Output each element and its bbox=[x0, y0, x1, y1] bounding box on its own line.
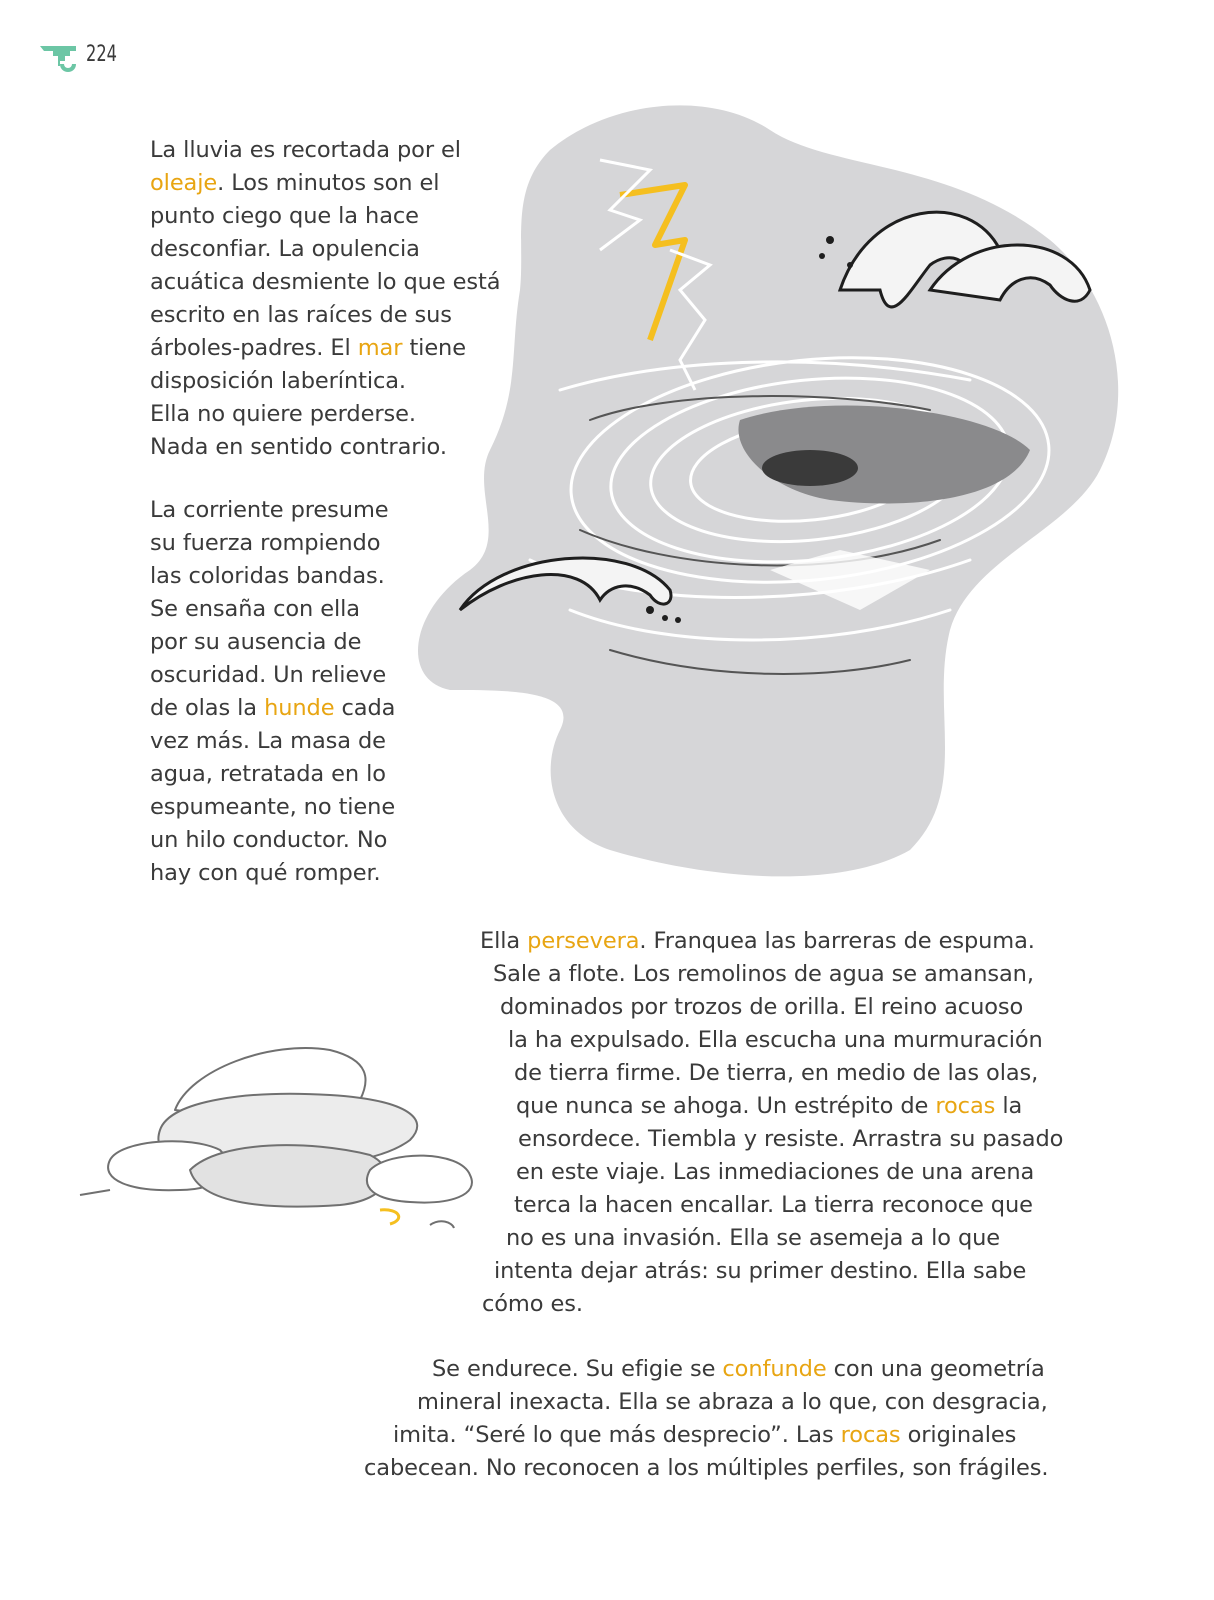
text-line bbox=[432, 1353, 1045, 1386]
text-segment: Nada en sentido contrario. bbox=[150, 434, 447, 460]
text-line bbox=[150, 365, 500, 398]
text-line bbox=[150, 527, 395, 560]
text-line bbox=[508, 1024, 1043, 1057]
text-segment: Se ensaña con ella bbox=[150, 596, 360, 622]
text-segment: desconfiar. La opulencia bbox=[150, 236, 420, 262]
paragraph-1 bbox=[150, 134, 500, 464]
text-line bbox=[417, 1386, 1048, 1419]
text-line bbox=[150, 398, 500, 431]
text-segment: vez más. La masa de bbox=[150, 728, 386, 754]
text-segment: que nunca se ahoga. Un estrépito de bbox=[516, 1093, 936, 1119]
text-segment: por su ausencia de bbox=[150, 629, 362, 655]
text-segment: cada bbox=[334, 695, 396, 721]
text-line bbox=[150, 824, 395, 857]
text-line bbox=[150, 299, 500, 332]
text-segment: Se endurece. Su efigie se bbox=[432, 1356, 723, 1382]
text-line bbox=[150, 659, 395, 692]
text-line bbox=[516, 1090, 1022, 1123]
text-line bbox=[150, 167, 500, 200]
text-line bbox=[150, 758, 395, 791]
text-segment: mineral inexacta. Ella se abraza a lo que, con desgracia, bbox=[417, 1389, 1048, 1415]
text-line bbox=[150, 725, 395, 758]
text-segment: acuática desmiente lo que está bbox=[150, 269, 501, 295]
text-line bbox=[516, 1156, 1034, 1189]
text-segment: ensordece. Tiembla y resiste. Arrastra su pasado bbox=[518, 1126, 1064, 1152]
text-line bbox=[514, 1189, 1033, 1222]
text-segment: espumeante, no tiene bbox=[150, 794, 396, 820]
highlighted-word: persevera bbox=[527, 928, 640, 954]
text-line bbox=[506, 1222, 1000, 1255]
text-line bbox=[514, 1057, 1038, 1090]
text-segment: con una geometría bbox=[826, 1356, 1045, 1382]
text-line bbox=[150, 791, 395, 824]
text-line bbox=[500, 991, 1023, 1024]
text-segment: su fuerza rompiendo bbox=[150, 530, 381, 556]
text-segment: un hilo conductor. No bbox=[150, 827, 388, 853]
text-line bbox=[150, 233, 500, 266]
text-line bbox=[150, 266, 500, 299]
text-segment: intenta dejar atrás: su primer destino. Ella sabe bbox=[494, 1258, 1027, 1284]
text-line bbox=[150, 857, 395, 890]
highlighted-word: mar bbox=[357, 335, 403, 361]
text-line bbox=[150, 134, 500, 167]
text-segment: Ella bbox=[480, 928, 528, 954]
text-line bbox=[150, 626, 395, 659]
highlighted-word: rocas bbox=[935, 1093, 996, 1119]
text-segment: La lluvia es recortada por el bbox=[150, 137, 461, 163]
text-segment: Ella no quiere perderse. bbox=[150, 401, 416, 427]
text-segment: en este viaje. Las inmediaciones de una arena bbox=[516, 1159, 1035, 1185]
rocks-illustration bbox=[70, 1020, 490, 1240]
highlighted-word: rocas bbox=[840, 1422, 901, 1448]
text-line bbox=[150, 431, 500, 464]
text-segment: oscuridad. Un relieve bbox=[150, 662, 387, 688]
text-line bbox=[150, 200, 500, 233]
text-line bbox=[393, 1419, 1016, 1452]
text-segment: hay con qué romper. bbox=[150, 860, 381, 886]
highlighted-word: hunde bbox=[264, 695, 335, 721]
text-segment: terca la hacen encallar. La tierra reconoce que bbox=[514, 1192, 1033, 1218]
text-line bbox=[150, 494, 395, 527]
text-segment: La corriente presume bbox=[150, 497, 389, 523]
text-segment: Sale a flote. Los remolinos de agua se amansan, bbox=[493, 961, 1034, 987]
text-segment: disposición laberíntica. bbox=[150, 368, 406, 394]
text-line bbox=[150, 692, 395, 725]
text-line bbox=[150, 593, 395, 626]
text-segment: la ha expulsado. Ella escucha una murmuración bbox=[508, 1027, 1043, 1053]
text-segment: escrito en las raíces de sus bbox=[150, 302, 452, 328]
text-segment: cómo es. bbox=[482, 1291, 583, 1317]
text-line bbox=[518, 1123, 1063, 1156]
text-line bbox=[480, 925, 1035, 958]
text-segment: árboles-padres. El bbox=[150, 335, 358, 361]
text-segment: la bbox=[995, 1093, 1023, 1119]
paragraph-2 bbox=[150, 494, 395, 890]
text-line bbox=[493, 958, 1034, 991]
text-segment: imita. “Seré lo que más desprecio”. Las bbox=[393, 1422, 841, 1448]
text-segment: originales bbox=[900, 1422, 1017, 1448]
text-segment: . Los minutos son el bbox=[217, 170, 440, 196]
text-line bbox=[150, 560, 395, 593]
text-segment: de tierra firme. De tierra, en medio de las olas, bbox=[514, 1060, 1039, 1086]
highlighted-word: confunde bbox=[722, 1356, 827, 1382]
whirlpool-illustration bbox=[410, 90, 1130, 890]
text-segment: dominados por trozos de orilla. El reino acuoso bbox=[500, 994, 1024, 1020]
highlighted-word: oleaje bbox=[150, 170, 218, 196]
text-segment: agua, retratada en lo bbox=[150, 761, 386, 787]
page-number: 224 bbox=[86, 42, 117, 67]
text-line bbox=[494, 1255, 1026, 1288]
text-line bbox=[364, 1452, 1048, 1485]
text-segment: . Franquea las barreras de espuma. bbox=[639, 928, 1035, 954]
text-line bbox=[482, 1288, 583, 1321]
text-segment: las coloridas bandas. bbox=[150, 563, 385, 589]
text-segment: cabecean. No reconocen a los múltiples perfiles, son frágiles. bbox=[364, 1455, 1049, 1481]
text-line bbox=[150, 332, 500, 365]
text-segment: punto ciego que la hace bbox=[150, 203, 419, 229]
text-segment: tiene bbox=[402, 335, 466, 361]
stepped-pyramid-icon bbox=[40, 42, 80, 76]
text-segment: de olas la bbox=[150, 695, 265, 721]
text-segment: no es una invasión. Ella se asemeja a lo que bbox=[506, 1225, 1001, 1251]
